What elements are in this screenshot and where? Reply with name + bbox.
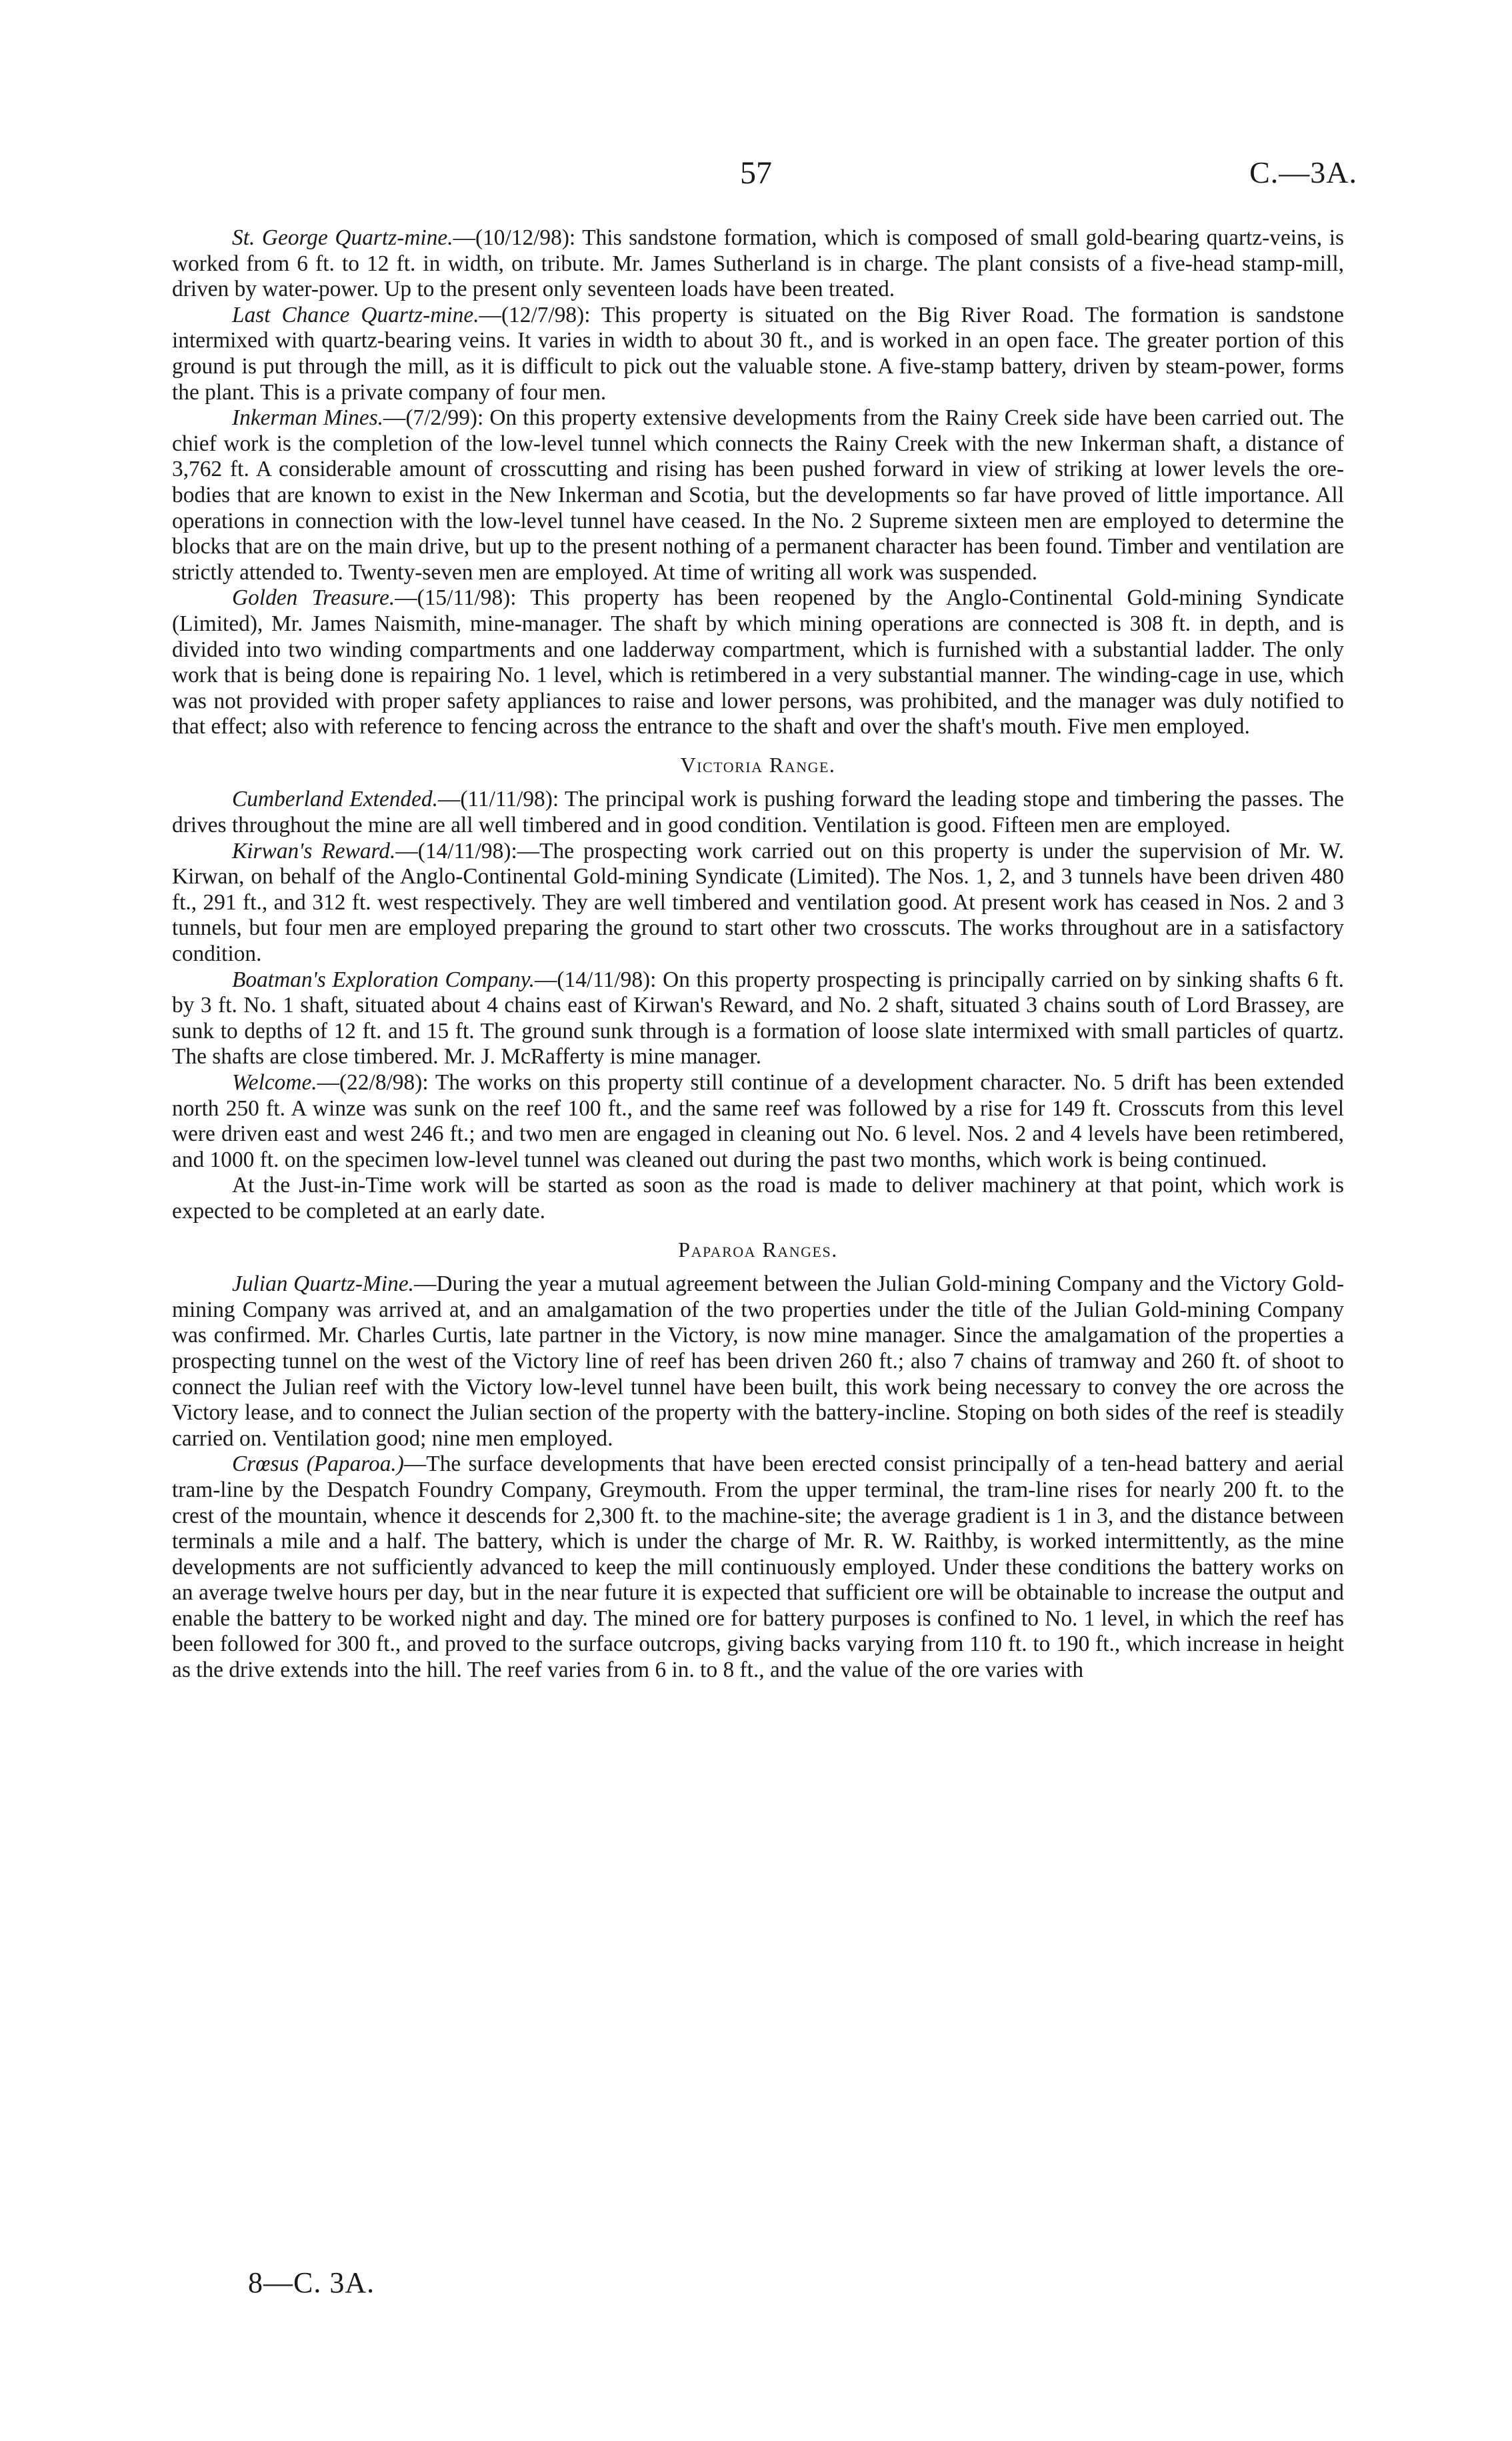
paragraph-text: —(15/11/98): This property has been reopened by the Anglo-Continental Gold-mining Syndicate (Limited), Mr. James Naismith, mine-manager. The shaft by which mining operations are connected is 308 ft. in depth, and is divided into two winding compartments and one ladderway compartment, which is furnished with a substantial ladder. The only work that is being done is repairing No. 1 level, which is retimbered in a very substantial manner. The winding-cage in use, which was not provided with proper safety appliances to raise and lower persons, was prohibited, and the manager was duly notified to that effect; also with reference to fencing across the entrance to the shaft and over the shaft's mouth. Five men employed. bbox=[172, 585, 1344, 739]
paragraph-title: Golden Treasure. bbox=[232, 585, 395, 611]
paragraph-title: Welcome. bbox=[232, 1070, 317, 1095]
paragraph-title: Inkerman Mines. bbox=[232, 405, 384, 431]
section-heading-paparoa-ranges: Paparoa Ranges. bbox=[678, 1237, 838, 1262]
paragraph-text: —(10/12/98): This sandstone formation, which is composed of small gold-bearing quartz-veins, is worked from 6 ft. to 12 ft. in width, on tribute. Mr. James Sutherland is in charge. The plant consists of a five-head stamp-mill, driven by water-power. Up to the present only seventeen loads have been treated. bbox=[172, 225, 1345, 302]
paragraph-text: —During the year a mutual agreement between the Julian Gold-mining Company and the Victory Gold-mining Company was arrived at, and an amalgamation of the two properties under the title of the Julian Gold-mining Company was confirmed. Mr. Charles Curtis, late partner in the Victory, is now mine manager. Since the amalgamation of the properties a prospecting tunnel on the west of the Victory line of reef has been driven 260 ft.; also 7 chains of tramway and 260 ft. of shoot to connect the Julian reef with the Victory low-level tunnel have been built, this work being necessary to convey the ore across the Victory lease, and to connect the Julian section of the property with the battery-incline. Stoping on both sides of the reef is steadily carried on. Ventilation good; nine men employed. bbox=[172, 1272, 1344, 1451]
paragraph-croesus bbox=[172, 1452, 1344, 1683]
paragraph-text: —The surface developments that have been erected consist principally of a ten-head battery and aerial tram-line by the Despatch Foundry Company, Greymouth. From the upper terminal, the tram-line rises for nearly 200 ft. to the crest of the mountain, whence it descends for 2,300 ft. to the machine-site; the average gradient is 1 in 3, and the distance between terminals a mile and a half. The battery, which is under the charge of Mr. R. W. Raithby, is worked intermittently, as the mine developments are not sufficiently advanced to keep the mill continuously employed. Under these conditions the battery works on an average twelve hours per day, but in the near future it is expected that sufficient ore will be obtainable to increase the output and enable the battery to be worked night and day. The mined ore for battery purposes is confined to No. 1 level, in which the reef has been followed for 300 ft., and proved to the surface outcrops, giving backs varying from 110 ft. to 190 ft., which increase in height as the drive extends into the hill. The reef varies from 6 in. to 8 ft., and the value of the ore varies with bbox=[172, 1452, 1344, 1683]
paragraph-cumberland-extended bbox=[172, 787, 1344, 838]
paragraph-julian-quartz-mine bbox=[172, 1272, 1344, 1452]
paragraph-text: —(14/11/98):—The prospecting work carried out on this property is under the supervision of Mr. W. Kirwan, on behalf of the Anglo-Continental Gold-mining Syndicate (Limited). The Nos. 1, 2, and 3 tunnels have been driven 480 ft., 291 ft., and 312 ft. west respectively. They are well timbered and ventilation good. At present work has ceased in Nos. 2 and 3 tunnels, but four men are employed preparing the ground to start other two crosscuts. The works throughout are in a satisfactory condition. bbox=[172, 838, 1344, 967]
paragraph-last-chance bbox=[172, 303, 1344, 405]
paragraph-text: At the Just-in-Time work will be started as soon as the road is made to deliver machinery at that point, which work is expected to be completed at an early date. bbox=[172, 1173, 1344, 1224]
page-footer-signature: 8—C. 3A. bbox=[248, 2266, 375, 2299]
paragraph-text: —(12/7/98): This property is situated on the Big River Road. The formation is sandstone intermixed with quartz-bearing veins. It varies in width to about 30 ft., and is worked in an open face. The greater portion of this ground is put through the mill, as it is difficult to pick out the valuable stone. A five-stamp battery, driven by steam-power, forms the plant. This is a private company of four men. bbox=[172, 302, 1344, 405]
document-body bbox=[172, 225, 1344, 1684]
paragraph-boatmans-exploration bbox=[172, 967, 1344, 1070]
paragraph-text: —(14/11/98): On this property prospecting is principally carried on by sinking shafts 6 ft. by 3 ft. No. 1 shaft, situated about 4 chains east of Kirwan's Reward, and No. 2 shaft, situated 3 chains south of Lord Brassey, are sunk to depths of 12 ft. and 15 ft. The ground sunk through is a formation of loose slate intermixed with small particles of quartz. The shafts are close timbered. Mr. J. McRafferty is mine manager. bbox=[172, 967, 1344, 1069]
document-code: C.—3A. bbox=[1249, 155, 1357, 189]
paragraph-title: Kirwan's Reward. bbox=[232, 838, 396, 863]
paragraph-inkerman bbox=[172, 405, 1344, 585]
page-header bbox=[0, 155, 1512, 195]
paragraph-title: Crœsus (Paparoa.) bbox=[232, 1452, 404, 1477]
paragraph-st-george bbox=[172, 225, 1344, 303]
paragraph-welcome bbox=[172, 1070, 1344, 1173]
paragraph-title: St. George Quartz-mine. bbox=[232, 225, 453, 250]
paragraph-title: Julian Quartz-Mine. bbox=[232, 1272, 414, 1297]
paragraph-kirwans-reward bbox=[172, 839, 1344, 967]
paragraph-just-in-time bbox=[172, 1173, 1344, 1224]
page-number: 57 bbox=[740, 155, 772, 191]
paragraph-title: Boatman's Exploration Company. bbox=[232, 967, 535, 992]
paragraph-title: Last Chance Quartz-mine. bbox=[232, 302, 479, 327]
paragraph-title: Cumberland Extended. bbox=[232, 787, 438, 812]
paragraph-text: —(22/8/98): The works on this property still continue of a development character. No. 5 drift has been extended north 250 ft. A winze was sunk on the reef 100 ft., and the same reef was followed by a rise for 149 ft. Crosscuts from this level were driven east and west 246 ft.; and two men are engaged in cleaning out No. 6 level. Nos. 2 and 4 levels have been retimbered, and 1000 ft. on the specimen low-level tunnel was cleaned out during the past two months, which work is being continued. bbox=[172, 1070, 1344, 1172]
paragraph-text: —(7/2/99): On this property extensive developments from the Rainy Creek side have been carried out. The chief work is the completion of the low-level tunnel which connects the Rainy Creek with the new Inkerman shaft, a distance of 3,762 ft. A considerable amount of crosscutting and rising has been pushed forward in view of striking at lower levels the ore-bodies that are known to exist in the New Inkerman and Scotia, but the developments so far have proved of little importance. All operations in connection with the low-level tunnel have ceased. In the No. 2 Supreme sixteen men are employed to determine the blocks that are on the main drive, but up to the present nothing of a permanent character has been found. Timber and ventilation are strictly attended to. Twenty-seven men are employed. At time of writing all work was suspended. bbox=[172, 405, 1344, 585]
paragraph-golden-treasure bbox=[172, 585, 1344, 740]
section-heading-victoria-range: Victoria Range. bbox=[680, 752, 836, 777]
paragraph-text: —(11/11/98): The principal work is pushing forward the leading stope and timbering the passes. The drives throughout the mine are all well timbered and in good condition. Ventilation is good. Fifteen men are employed. bbox=[172, 787, 1344, 838]
